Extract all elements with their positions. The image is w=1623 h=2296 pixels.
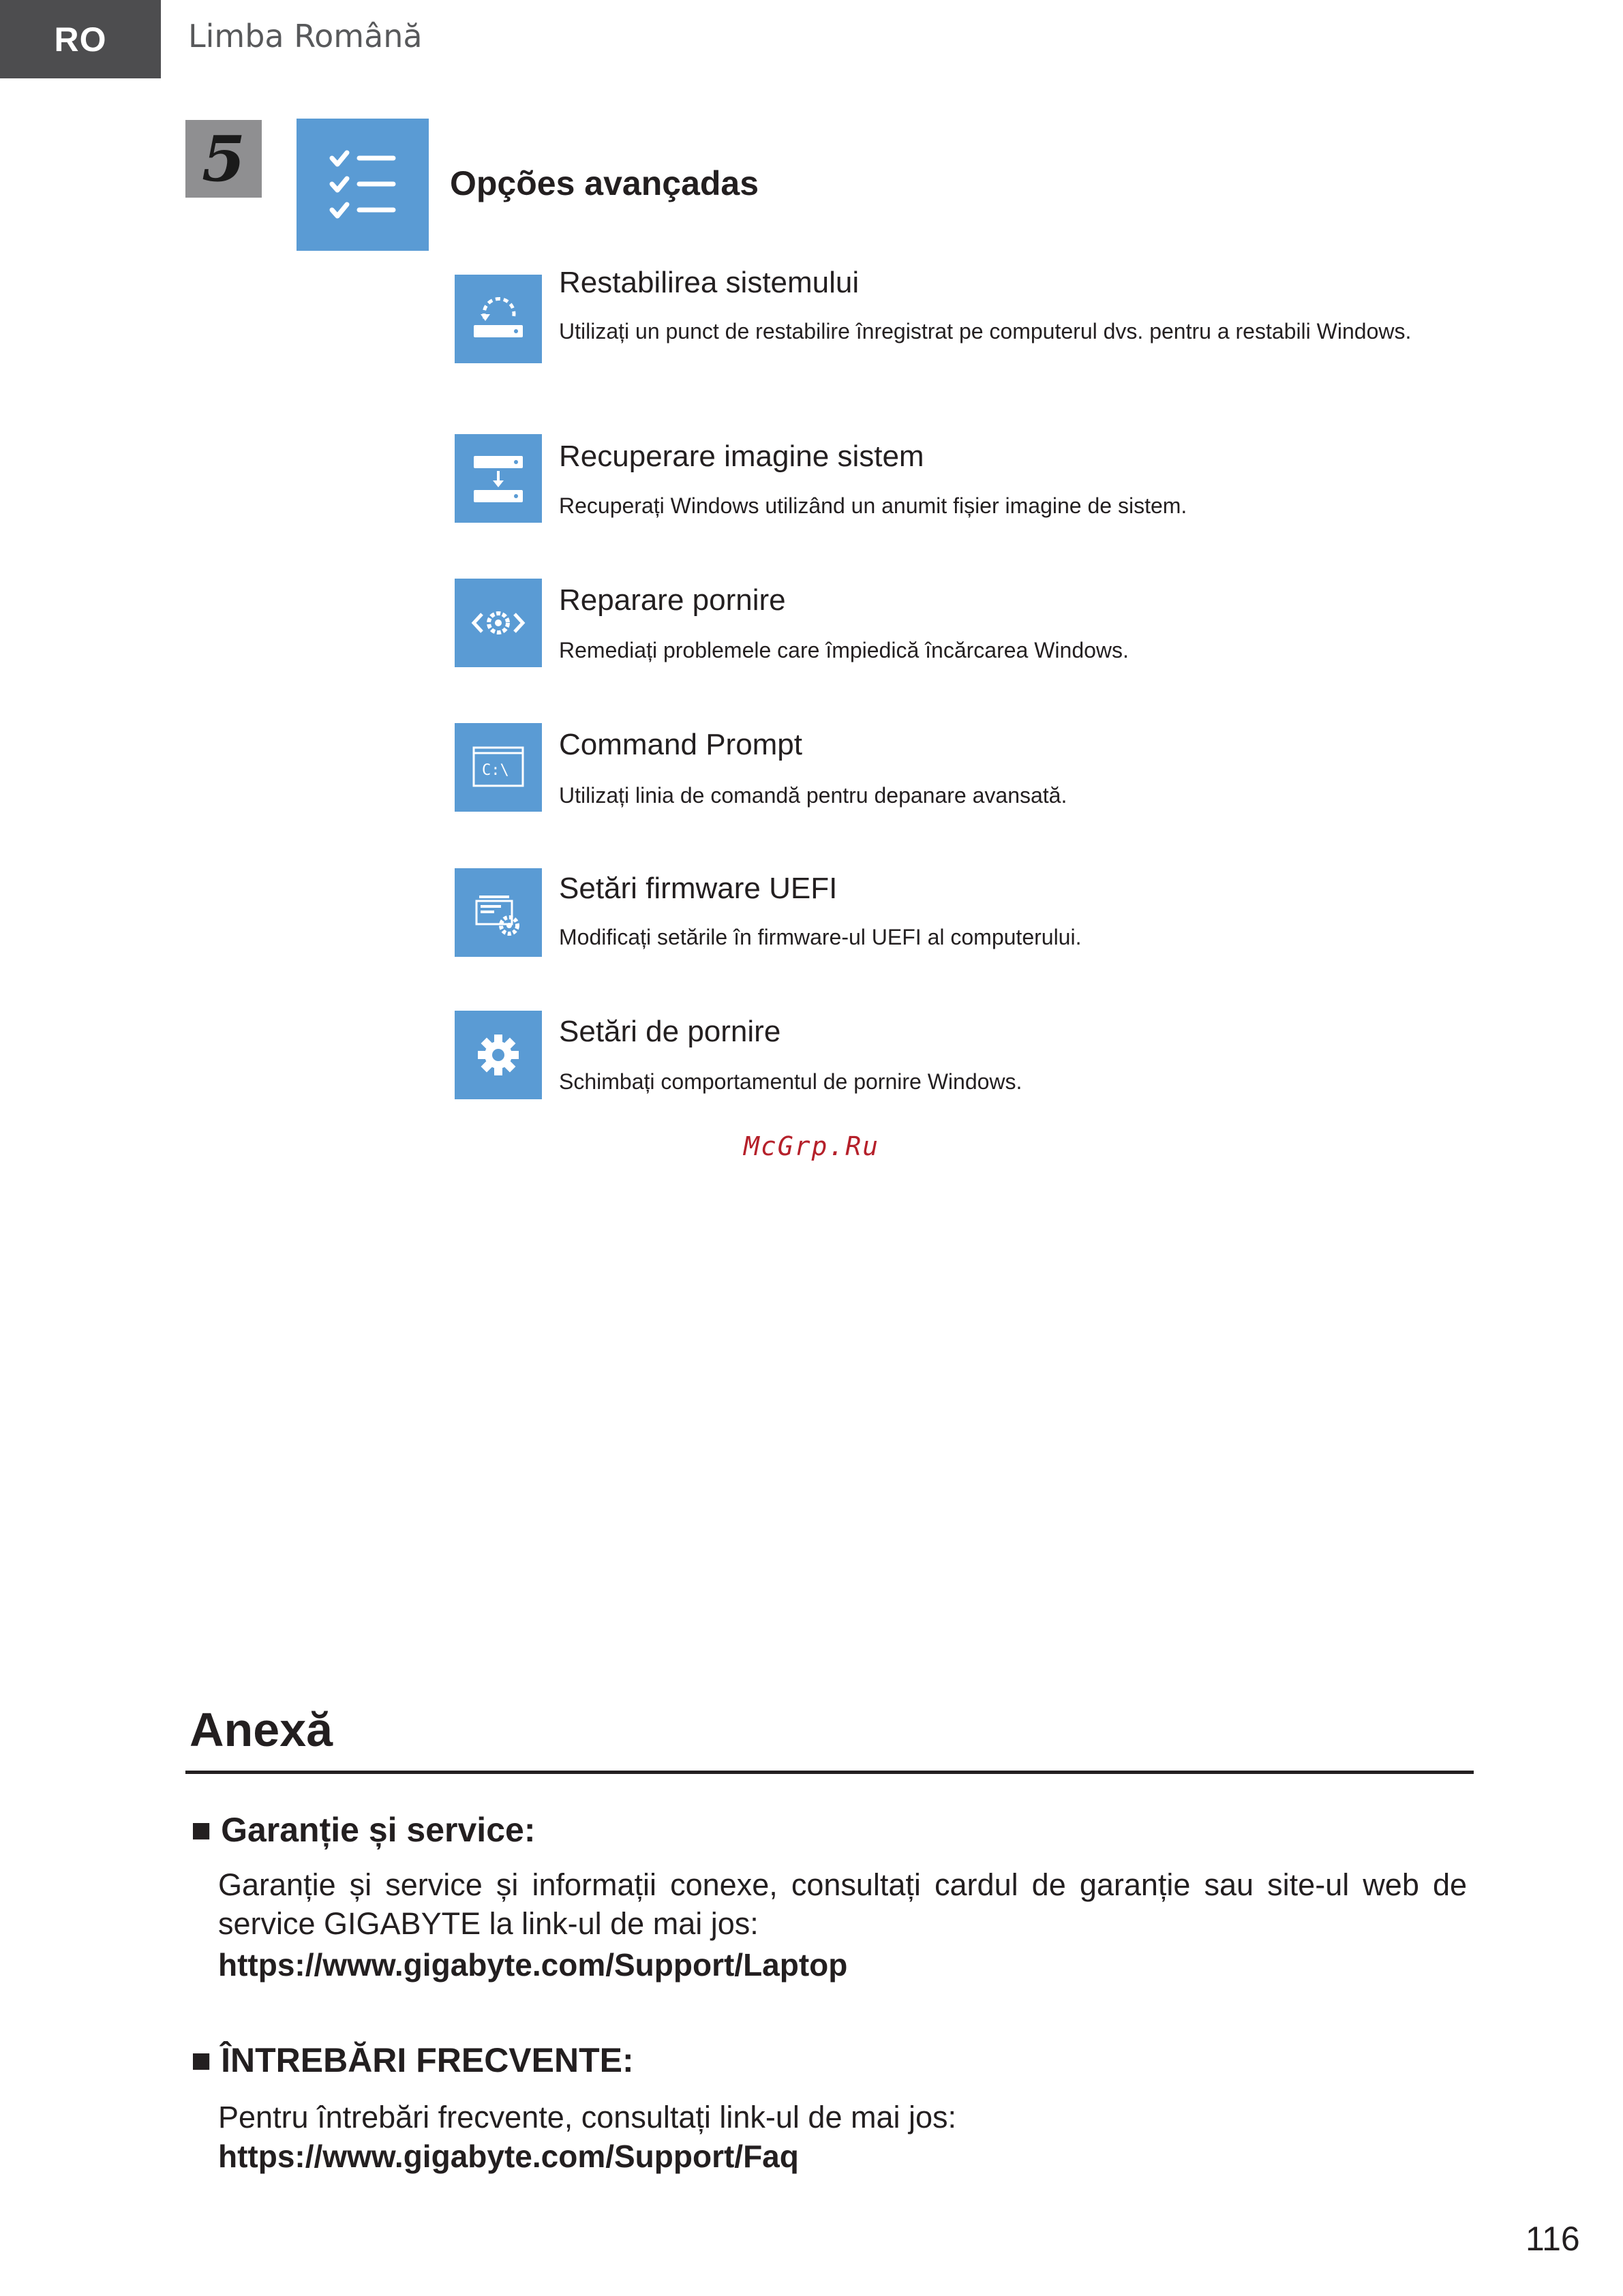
divider	[185, 1771, 1474, 1774]
warranty-body: Garanție și service și informații conexe, consultați cardul de garanție sau site-ul web de service GIGABYTE la link-ul de mai jos:	[218, 1867, 1467, 1941]
option-description: Schimbați comportamentul de pornire Windows.	[559, 1069, 1022, 1094]
startup-repair-icon[interactable]	[455, 579, 542, 667]
option-title[interactable]: Recuperare imagine sistem	[559, 440, 924, 473]
step-title: Opções avançadas	[450, 164, 759, 202]
warranty-heading: ■ Garanție și service:	[191, 1811, 536, 1849]
faq-body: Pentru întrebări frecvente, consultați link-ul de mai jos:	[218, 2100, 957, 2134]
option-description: Modificați setările în firmware-ul UEFI al computerului.	[559, 925, 1082, 949]
faq-heading: ■ ÎNTREBĂRI FRECVENTE:	[191, 2041, 634, 2079]
step-number: 5	[185, 120, 262, 198]
uefi-firmware-icon[interactable]	[455, 868, 542, 957]
prompt-glyph: C:\	[482, 762, 509, 779]
system-image-recovery-icon[interactable]	[455, 434, 542, 523]
annex-title: Anexă	[189, 1703, 333, 1756]
option-title[interactable]: Setări firmware UEFI	[559, 872, 838, 905]
option-title[interactable]: Reparare pornire	[559, 583, 786, 617]
option-description: Remediați problemele care împiedică încărcarea Windows.	[559, 638, 1129, 662]
language-badge: RO	[0, 0, 161, 78]
warranty-link[interactable]: https://www.gigabyte.com/Support/Laptop	[218, 1947, 848, 1983]
command-prompt-icon[interactable]	[455, 723, 542, 812]
option-description: Recuperați Windows utilizând un anumit fișier imagine de sistem.	[559, 493, 1187, 518]
language-name: Limba Română	[188, 18, 423, 55]
system-restore-icon[interactable]	[455, 275, 542, 363]
option-description: Utilizați un punct de restabilire înregistrat pe computerul dvs. pentru a restabili Windows.	[559, 319, 1412, 343]
page-number: 116	[1526, 2220, 1580, 2258]
option-title[interactable]: Setări de pornire	[559, 1015, 781, 1048]
faq-link[interactable]: https://www.gigabyte.com/Support/Faq	[218, 2139, 799, 2174]
option-title[interactable]: Restabilirea sistemului	[559, 266, 860, 299]
startup-settings-gear-icon[interactable]	[455, 1011, 542, 1099]
option-title[interactable]: Command Prompt	[559, 728, 803, 761]
checklist-icon	[297, 119, 429, 251]
option-description: Utilizați linia de comandă pentru depanare avansată.	[559, 783, 1067, 808]
watermark: McGrp.Ru	[743, 1131, 880, 1161]
